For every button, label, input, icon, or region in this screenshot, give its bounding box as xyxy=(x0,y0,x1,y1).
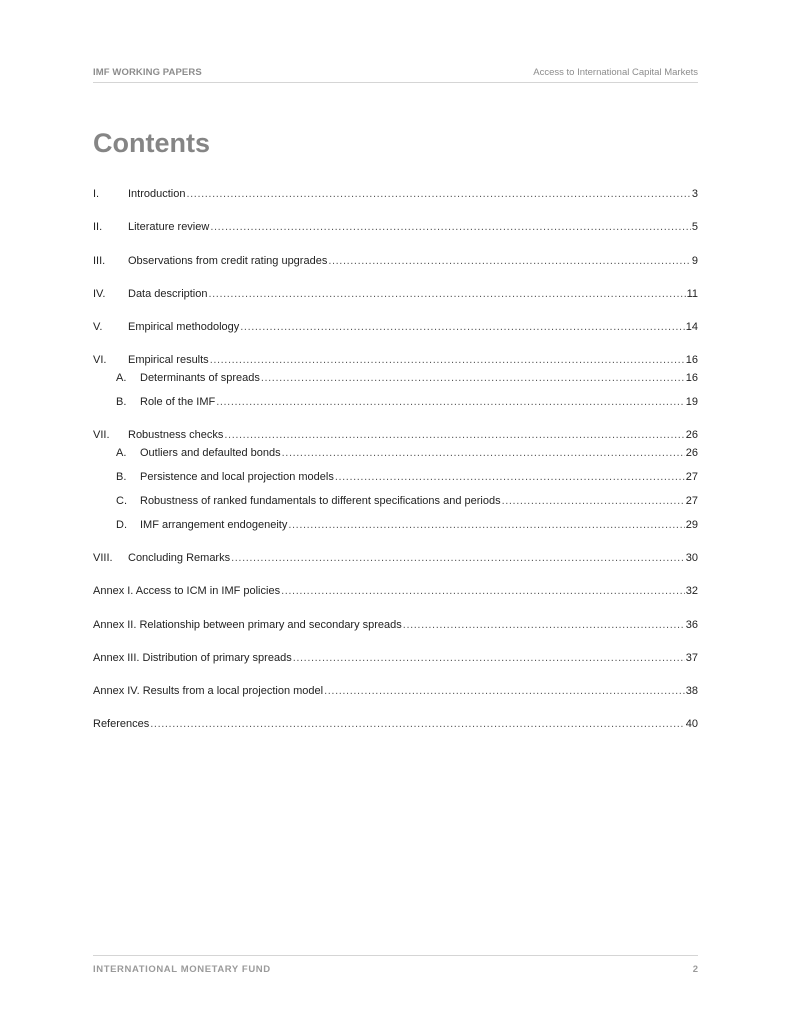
toc-annex-entry[interactable] xyxy=(93,716,698,732)
toc-subentry[interactable] xyxy=(93,445,698,461)
toc-entry[interactable] xyxy=(93,286,698,302)
page-title: Contents xyxy=(93,128,210,158)
toc-page: 30 xyxy=(685,552,698,564)
dot-leader xyxy=(328,253,691,269)
toc-label: Annex I. Access to ICM in IMF policies xyxy=(93,585,281,597)
toc-number: C. xyxy=(116,495,127,507)
dot-leader xyxy=(502,493,685,509)
dot-leader xyxy=(335,469,685,485)
toc-page: 11 xyxy=(686,288,698,300)
toc-annex-entry[interactable] xyxy=(93,617,698,633)
toc-page: 16 xyxy=(685,354,698,366)
toc-page: 19 xyxy=(685,396,698,408)
toc-page: 40 xyxy=(685,718,698,730)
series-name: IMF WORKING PAPERS xyxy=(93,67,202,78)
toc-number: VIII. xyxy=(93,552,113,564)
toc-subentry[interactable] xyxy=(93,493,698,509)
toc-entry[interactable] xyxy=(93,186,698,202)
toc-number: B. xyxy=(116,471,127,483)
dot-leader xyxy=(324,683,685,699)
toc-page: 9 xyxy=(691,255,698,267)
publisher-name: INTERNATIONAL MONETARY FUND xyxy=(93,964,271,975)
toc-number: IV. xyxy=(93,288,106,300)
toc-label: Role of the IMF xyxy=(140,396,216,408)
toc-page: 38 xyxy=(685,685,698,697)
toc-label: Empirical methodology xyxy=(128,321,240,333)
dot-leader xyxy=(209,286,686,302)
toc-label: References xyxy=(93,718,150,730)
toc-entry[interactable] xyxy=(93,319,698,335)
running-title: Access to International Capital Markets xyxy=(533,67,698,78)
toc-number: V. xyxy=(93,321,103,333)
dot-leader xyxy=(293,650,685,666)
toc-label: Persistence and local projection models xyxy=(140,471,334,483)
page-header xyxy=(93,64,698,83)
toc-entry[interactable] xyxy=(93,219,698,235)
page-footer xyxy=(93,955,698,980)
toc-number: D. xyxy=(116,519,127,531)
toc-page: 26 xyxy=(685,429,698,441)
toc-entry[interactable] xyxy=(93,253,698,269)
toc-page: 37 xyxy=(685,652,698,664)
toc-label: Outliers and defaulted bonds xyxy=(140,447,281,459)
toc-page: 27 xyxy=(685,495,698,507)
dot-leader xyxy=(210,219,691,235)
toc-label: Empirical results xyxy=(128,354,209,366)
dot-leader xyxy=(282,445,685,461)
page-number: 2 xyxy=(692,964,698,975)
toc-number: A. xyxy=(116,372,127,384)
dot-leader xyxy=(224,427,684,443)
toc-page: 26 xyxy=(685,447,698,459)
toc-entry[interactable] xyxy=(93,352,698,368)
toc-label: Annex II. Relationship between primary and secondary spreads xyxy=(93,619,402,631)
toc-number: VI. xyxy=(93,354,107,366)
dot-leader xyxy=(240,319,684,335)
toc-subentry[interactable] xyxy=(93,394,698,410)
toc-number: I. xyxy=(93,188,100,200)
toc-label: Annex III. Distribution of primary spreads xyxy=(93,652,292,664)
toc-page: 29 xyxy=(685,519,698,531)
toc-label: Literature review xyxy=(128,221,210,233)
toc-page: 36 xyxy=(685,619,698,631)
toc-page: 27 xyxy=(685,471,698,483)
toc-label: Determinants of spreads xyxy=(140,372,260,384)
toc-annex-entry[interactable] xyxy=(93,583,698,599)
toc-label: Concluding Remarks xyxy=(128,552,231,564)
toc-label: Annex IV. Results from a local projection model xyxy=(93,685,324,697)
toc-subentry[interactable] xyxy=(93,370,698,386)
toc-label: Robustness of ranked fundamentals to different specifications and periods xyxy=(140,495,501,507)
dot-leader xyxy=(261,370,685,386)
toc-label: Observations from credit rating upgrades xyxy=(128,255,328,267)
toc-label: IMF arrangement endogeneity xyxy=(140,519,288,531)
dot-leader xyxy=(231,550,685,566)
toc-number: II. xyxy=(93,221,103,233)
toc-label: Robustness checks xyxy=(128,429,224,441)
dot-leader xyxy=(288,517,684,533)
toc-number: B. xyxy=(116,396,127,408)
toc-annex-entry[interactable] xyxy=(93,650,698,666)
dot-leader xyxy=(403,617,685,633)
dot-leader xyxy=(210,352,685,368)
dot-leader xyxy=(150,716,684,732)
toc-annex-entry[interactable] xyxy=(93,683,698,699)
toc-subentry[interactable] xyxy=(93,517,698,533)
toc-page: 3 xyxy=(691,188,698,200)
toc-subentry[interactable] xyxy=(93,469,698,485)
toc-page: 14 xyxy=(685,321,698,333)
toc-entry[interactable] xyxy=(93,550,698,566)
toc-number: VII. xyxy=(93,429,110,441)
toc-number: A. xyxy=(116,447,127,459)
dot-leader xyxy=(216,394,685,410)
dot-leader xyxy=(186,186,690,202)
toc-entry[interactable] xyxy=(93,427,698,443)
toc-page: 16 xyxy=(685,372,698,384)
toc-label: Data description xyxy=(128,288,208,300)
dot-leader xyxy=(281,583,685,599)
toc-page: 5 xyxy=(691,221,698,233)
toc-label: Introduction xyxy=(128,188,186,200)
toc-number: III. xyxy=(93,255,106,267)
toc-page: 32 xyxy=(685,585,698,597)
